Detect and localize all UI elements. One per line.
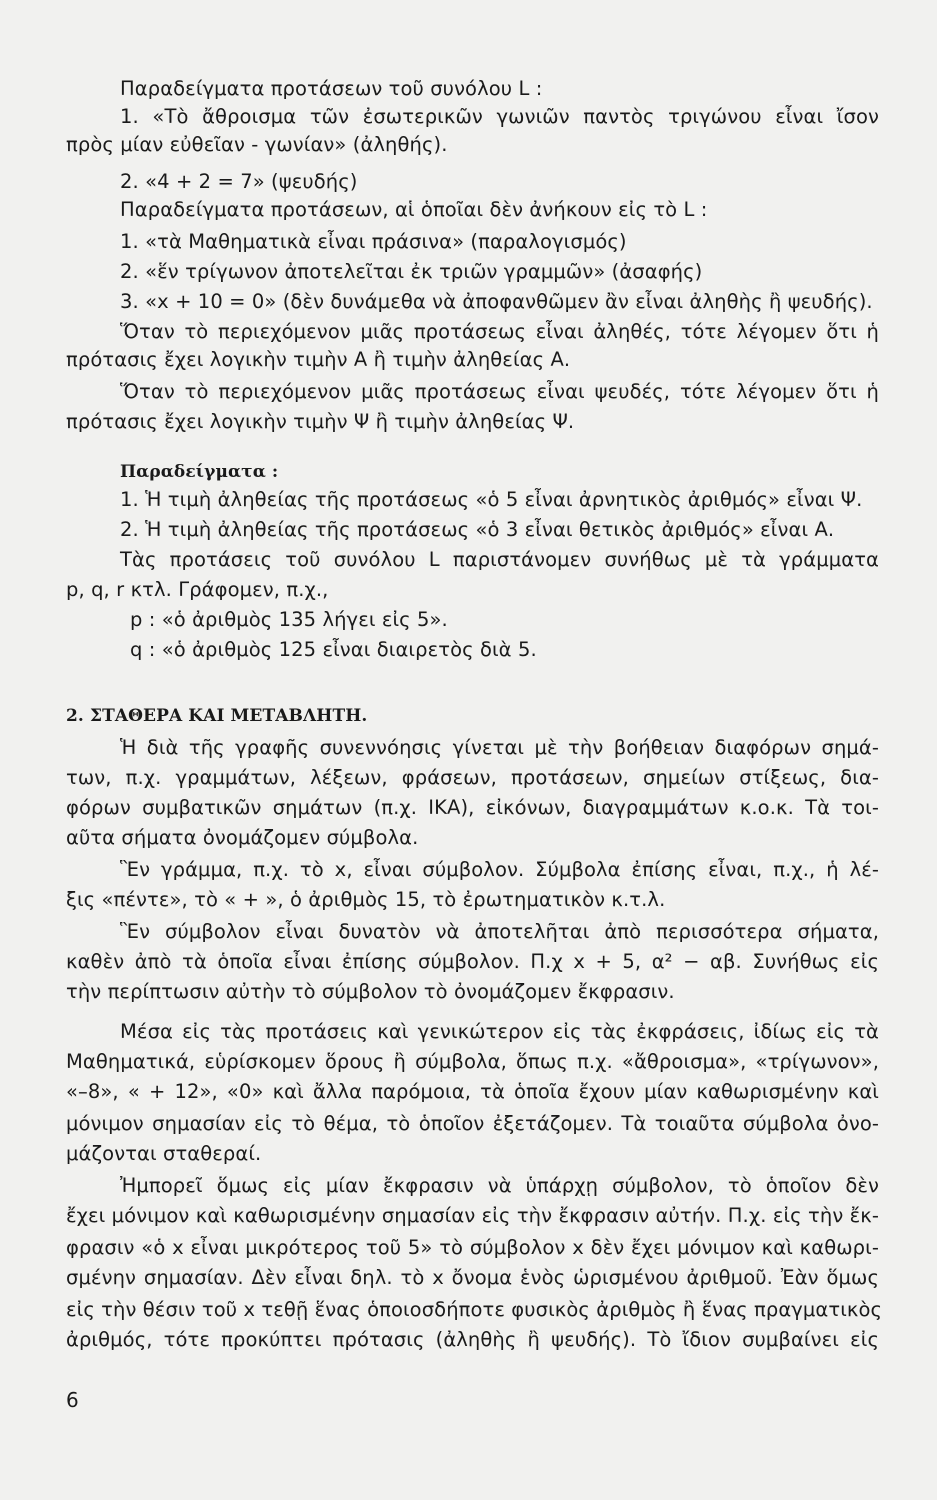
text-line: 3. «x + 10 = 0» (δὲν δυνάμεθα νὰ ἀποφανθῶμεν ἂν εἶναι ἀληθὴς ἢ ψευδής). [120,290,873,313]
text-line: Τὰς προτάσεις τοῦ συνόλου L παριστάνομεν συνήθως μὲ τὰ γράμματα [120,548,879,571]
text-line: μόνιμον σημασίαν εἰς τὸ θέμα, τὸ ὁποῖον ἐξετάζομεν. Τὰ τοιαῦτα σύμβολα ὀνο- [66,1112,879,1135]
text-line: Μέσα εἰς τὰς προτάσεις καὶ γενικώτερον εἰς τὰς ἐκφράσεις, ἰδίως εἰς τὰ [120,1020,879,1043]
text-line: Παραδείγματα προτάσεων, αἱ ὁποῖαι δὲν ἀνήκουν εἰς τὸ L : [120,198,708,221]
text-line: Παραδείγματα προτάσεων τοῦ συνόλου L : [120,77,543,100]
section-label: Παραδείγματα : [120,462,279,482]
text-line: Μαθηματικά, εὑρίσκομεν ὅρους ἢ σύμβολα, ὅπως π.χ. «ἄθροισμα», «τρίγωνον», [66,1050,879,1073]
text-line: Ἡ διὰ τῆς γραφῆς συνεννόησις γίνεται μὲ τὴν βοήθειαν διαφόρων σημά- [120,736,879,759]
text-line: σμένην σημασίαν. Δὲν εἶναι δηλ. τὸ x ὄνομα ἑνὸς ὡρισμένου ἀριθμοῦ. Ἐὰν ὅμως [66,1266,879,1289]
text-line: αῦτα σήματα ὀνομάζομεν σύμβολα. [66,826,419,849]
text-line: 2. Ἡ τιμὴ ἀληθείας τῆς προτάσεως «ὁ 3 εἶναι θετικὸς ἀριθμός» εἶναι Α. [120,518,835,541]
text-line: τὴν περίπτωσιν αὐτὴν τὸ σύμβολον τὸ ὀνομάζομεν ἔκφρασιν. [66,980,675,1003]
text-line: πρότασις ἔχει λογικὴν τιμὴν Α ἢ τιμὴν ἀληθείας Α. [66,348,571,371]
text-line: 1. Ἡ τιμὴ ἀληθείας τῆς προτάσεως «ὁ 5 εἶναι ἀρνητικὸς ἀριθμός» εἶναι Ψ. [120,488,863,511]
text-line: πρότασις ἔχει λογικὴν τιμὴν Ψ ἢ τιμὴν ἀληθείας Ψ. [66,410,575,433]
text-line: Ἓν σύμβολον εἶναι δυνατὸν νὰ ἀποτελῆται ἀπὸ περισσότερα σήματα, [120,920,879,943]
text-line: «–8», « + 12», «0» καὶ ἄλλα παρόμοια, τὰ ὁποῖα ἔχουν μίαν καθωρισμένην καὶ [66,1080,879,1103]
text-line: Ἠμπορεῖ ὅμως εἰς μίαν ἔκφρασιν νὰ ὑπάρχῃ σύμβολον, τὸ ὁποῖον δὲν [120,1174,879,1197]
page-number: 6 [66,1388,79,1412]
text-line: 1. «Τὸ ἄθροισμα τῶν ἐσωτερικῶν γωνιῶν παντὸς τριγώνου εἶναι ἴσον [120,105,879,128]
text-line: πρὸς μίαν εὐθεῖαν - γωνίαν» (ἀληθής). [66,133,448,156]
text-line: ἀριθμός, τότε προκύπτει πρότασις (ἀληθὴς ἢ ψευδής). Τὸ ἴδιον συμβαίνει εἰς [66,1328,879,1351]
text-line: p, q, r κτλ. Γράφομεν, π.χ., [66,578,329,601]
text-line: Ὅταν τὸ περιεχόμενον μιᾶς προτάσεως εἶναι ἀληθές, τότε λέγομεν ὅτι ἡ [120,320,879,343]
text-line: καθὲν ἀπὸ τὰ ὁποῖα εἶναι ἐπίσης σύμβολον. Π.χ x + 5, α² − αβ. Συνήθως εἰς [66,950,879,973]
text-line: των, π.χ. γραμμάτων, λέξεων, φράσεων, προτάσεων, σημείων στίξεως, δια- [66,766,879,789]
text-line: ξις «πέντε», τὸ « + », ὁ ἀριθμὸς 15, τὸ ἐρωτηματικὸν κ.τ.λ. [66,888,666,911]
section-heading: 2. ΣΤΑΘΕΡΑ ΚΑΙ ΜΕΤΑΒΛΗΤΗ. [66,706,368,726]
text-line: 2. «4 + 2 = 7» (ψευδής) [120,170,358,193]
text-line: Ἓν γράμμα, π.χ. τὸ x, εἶναι σύμβολον. Σύμβολα ἐπίσης εἶναι, π.χ., ἡ λέ- [120,858,879,881]
text-line: 2. «ἕν τρίγωνον ἀποτελεῖται ἐκ τριῶν γραμμῶν» (ἀσαφής) [120,260,703,283]
text-line: μάζονται σταθεραί. [66,1142,262,1165]
text-line: q : «ὁ ἀριθμὸς 125 εἶναι διαιρετὸς διὰ 5. [130,638,537,661]
text-line: 1. «τὰ Μαθηματικὰ εἶναι πράσινα» (παραλογισμός) [120,230,627,253]
text-line: Ὅταν τὸ περιεχόμενον μιᾶς προτάσεως εἶναι ψευδές, τότε λέγομεν ὅτι ἡ [120,380,879,403]
text-line: εἰς τὴν θέσιν τοῦ x τεθῇ ἕνας ὁποιοσδήποτε φυσικὸς ἀριθμὸς ἢ ἕνας πραγματικὸς [66,1298,883,1321]
text-line: ἔχει μόνιμον καὶ καθωρισμένην σημασίαν εἰς τὴν ἔκφρασιν αὐτήν. Π.χ. εἰς τὴν ἔκ- [66,1204,879,1227]
text-line: p : «ὁ ἀριθμὸς 135 λήγει εἰς 5». [130,608,448,631]
text-line: φόρων συμβατικῶν σημάτων (π.χ. ΙΚΑ), εἰκόνων, διαγραμμάτων κ.ο.κ. Τὰ τοι- [66,796,879,819]
text-line: φρασιν «ὁ x εἶναι μικρότερος τοῦ 5» τὸ σύμβολον x δὲν ἔχει μόνιμον καὶ καθωρι- [66,1236,879,1259]
